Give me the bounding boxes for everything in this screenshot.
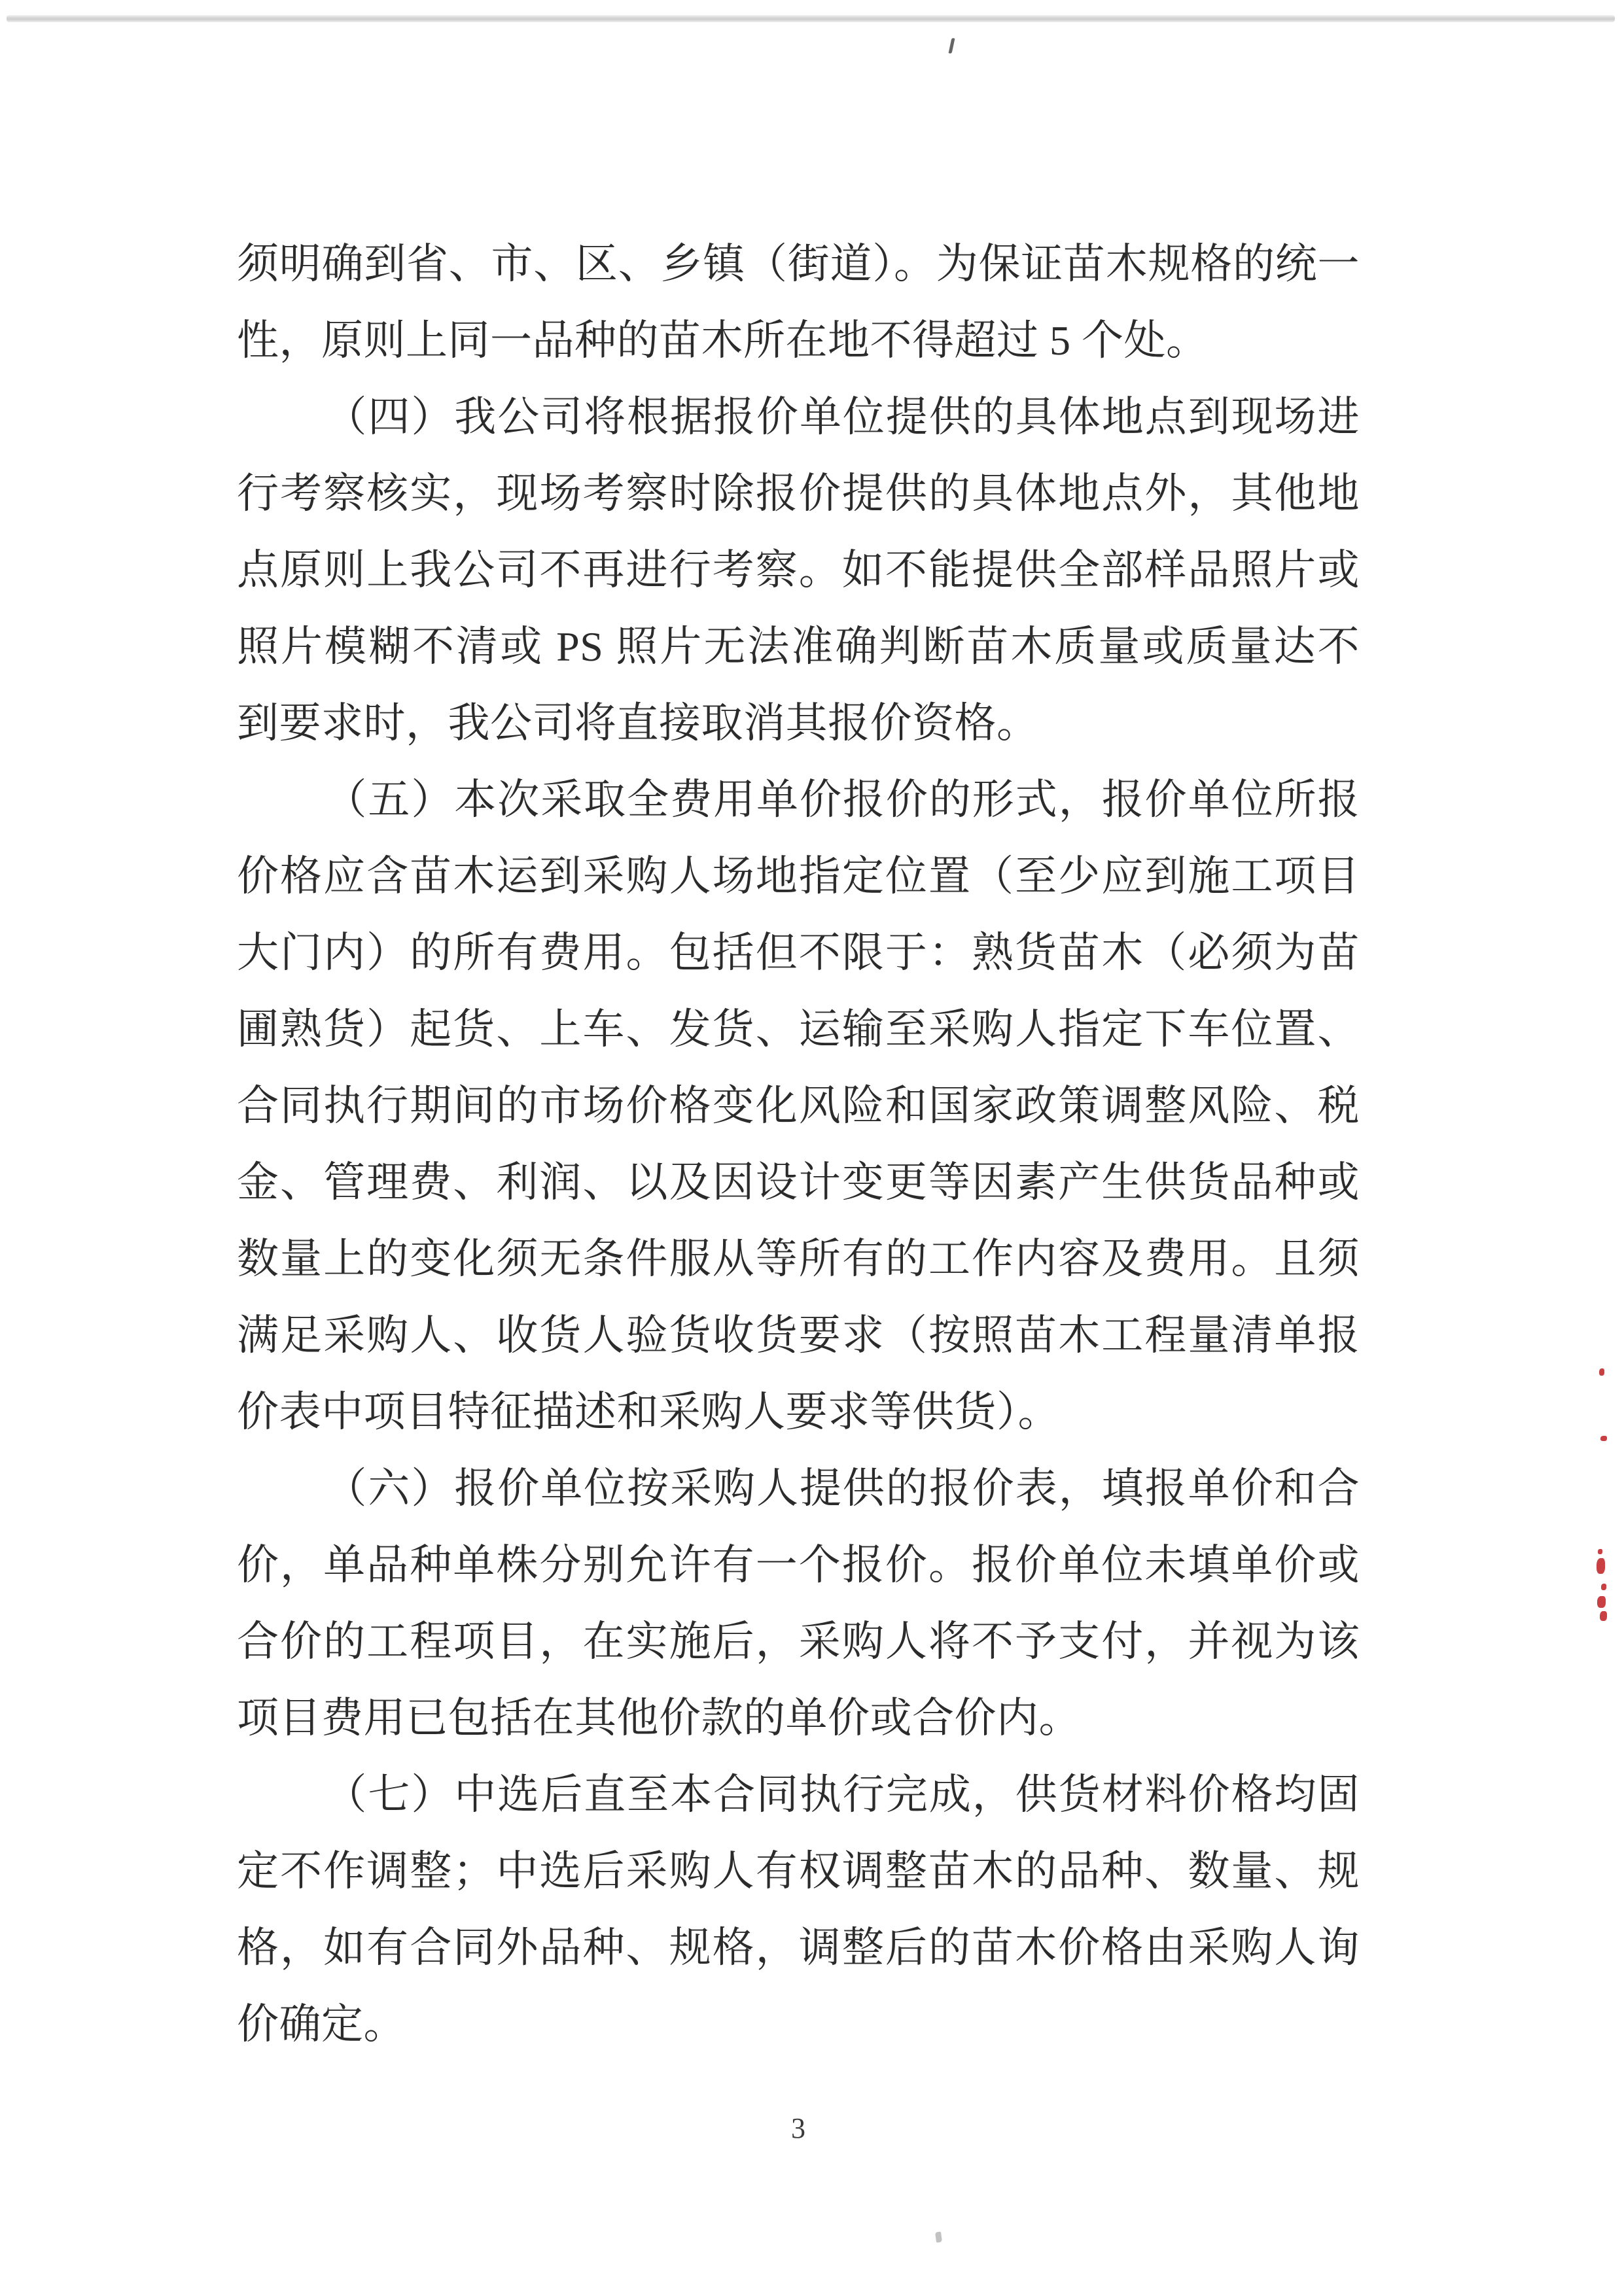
text-line: 价格应含苗木运到采购人场地指定位置（至少应到施工项目	[237, 853, 1360, 899]
text-line: （四）我公司将根据报价单位提供的具体地点到现场进	[325, 394, 1360, 440]
scan-artifact-top-line	[7, 15, 1615, 22]
document-body	[237, 226, 1360, 2062]
text-line: 合同执行期间的市场价格变化风险和国家政策调整风险、税	[237, 1083, 1360, 1129]
text-line: 价表中项目特征描述和采购人要求等供货）。	[237, 1389, 1060, 1435]
red-bleed-mark	[1599, 1368, 1604, 1376]
text-line: 价，单品种单株分别允许有一个报价。报价单位未填单价或	[237, 1542, 1360, 1588]
text-line: 须明确到省、市、区、乡镇（街道）。为保证苗木规格的统一	[237, 241, 1360, 287]
red-bleed-mark	[1600, 1436, 1607, 1441]
text-line: 照片模糊不清或 PS 照片无法准确判断苗木质量或质量达不	[237, 623, 1360, 670]
red-bleed-mark	[1598, 1549, 1602, 1554]
text-line: （七）中选后直至本合同执行完成，供货材料价格均固	[325, 1771, 1360, 1818]
red-bleed-mark	[1600, 1611, 1607, 1621]
scan-artifact-speck	[935, 2231, 942, 2242]
red-bleed-mark	[1597, 1596, 1606, 1608]
text-line: 格，如有合同外品种、规格，调整后的苗木价格由采购人询	[237, 1924, 1360, 1971]
text-line: 金、管理费、利润、以及因设计变更等因素产生供货品种或	[237, 1159, 1360, 1206]
text-line: 满足采购人、收货人验货收货要求（按照苗木工程量清单报	[237, 1312, 1360, 1359]
scan-artifact-pen-mark	[949, 38, 955, 54]
text-line: 大门内）的所有费用。包括但不限于：熟货苗木（必须为苗	[237, 930, 1360, 976]
text-line: 到要求时，我公司将直接取消其报价资格。	[237, 700, 1039, 746]
red-bleed-mark	[1601, 1584, 1606, 1590]
text-line: 价确定。	[237, 2001, 406, 2047]
text-line: 数量上的变化须无条件服从等所有的工作内容及费用。且须	[237, 1236, 1360, 1282]
text-line: （五）本次采取全费用单价报价的形式，报价单位所报	[325, 776, 1360, 823]
text-line: 圃熟货）起货、上车、发货、运输至采购人指定下车位置、	[237, 1006, 1360, 1052]
text-line: 行考察核实，现场考察时除报价提供的具体地点外，其他地	[237, 470, 1360, 517]
text-line: 定不作调整；中选后采购人有权调整苗木的品种、数量、规	[237, 1848, 1360, 1894]
text-line: （六）报价单位按采购人提供的报价表，填报单价和合	[325, 1465, 1360, 1512]
text-line: 点原则上我公司不再进行考察。如不能提供全部样品照片或	[237, 547, 1360, 593]
red-bleed-mark	[1597, 1558, 1605, 1574]
text-line: 项目费用已包括在其他价款的单价或合价内。	[237, 1695, 1081, 1741]
page-number: 3	[791, 2112, 805, 2144]
text-line: 合价的工程项目，在实施后，采购人将不予支付，并视为该	[237, 1618, 1360, 1665]
text-line: 性，原则上同一品种的苗木所在地不得超过 5 个处。	[237, 317, 1209, 364]
